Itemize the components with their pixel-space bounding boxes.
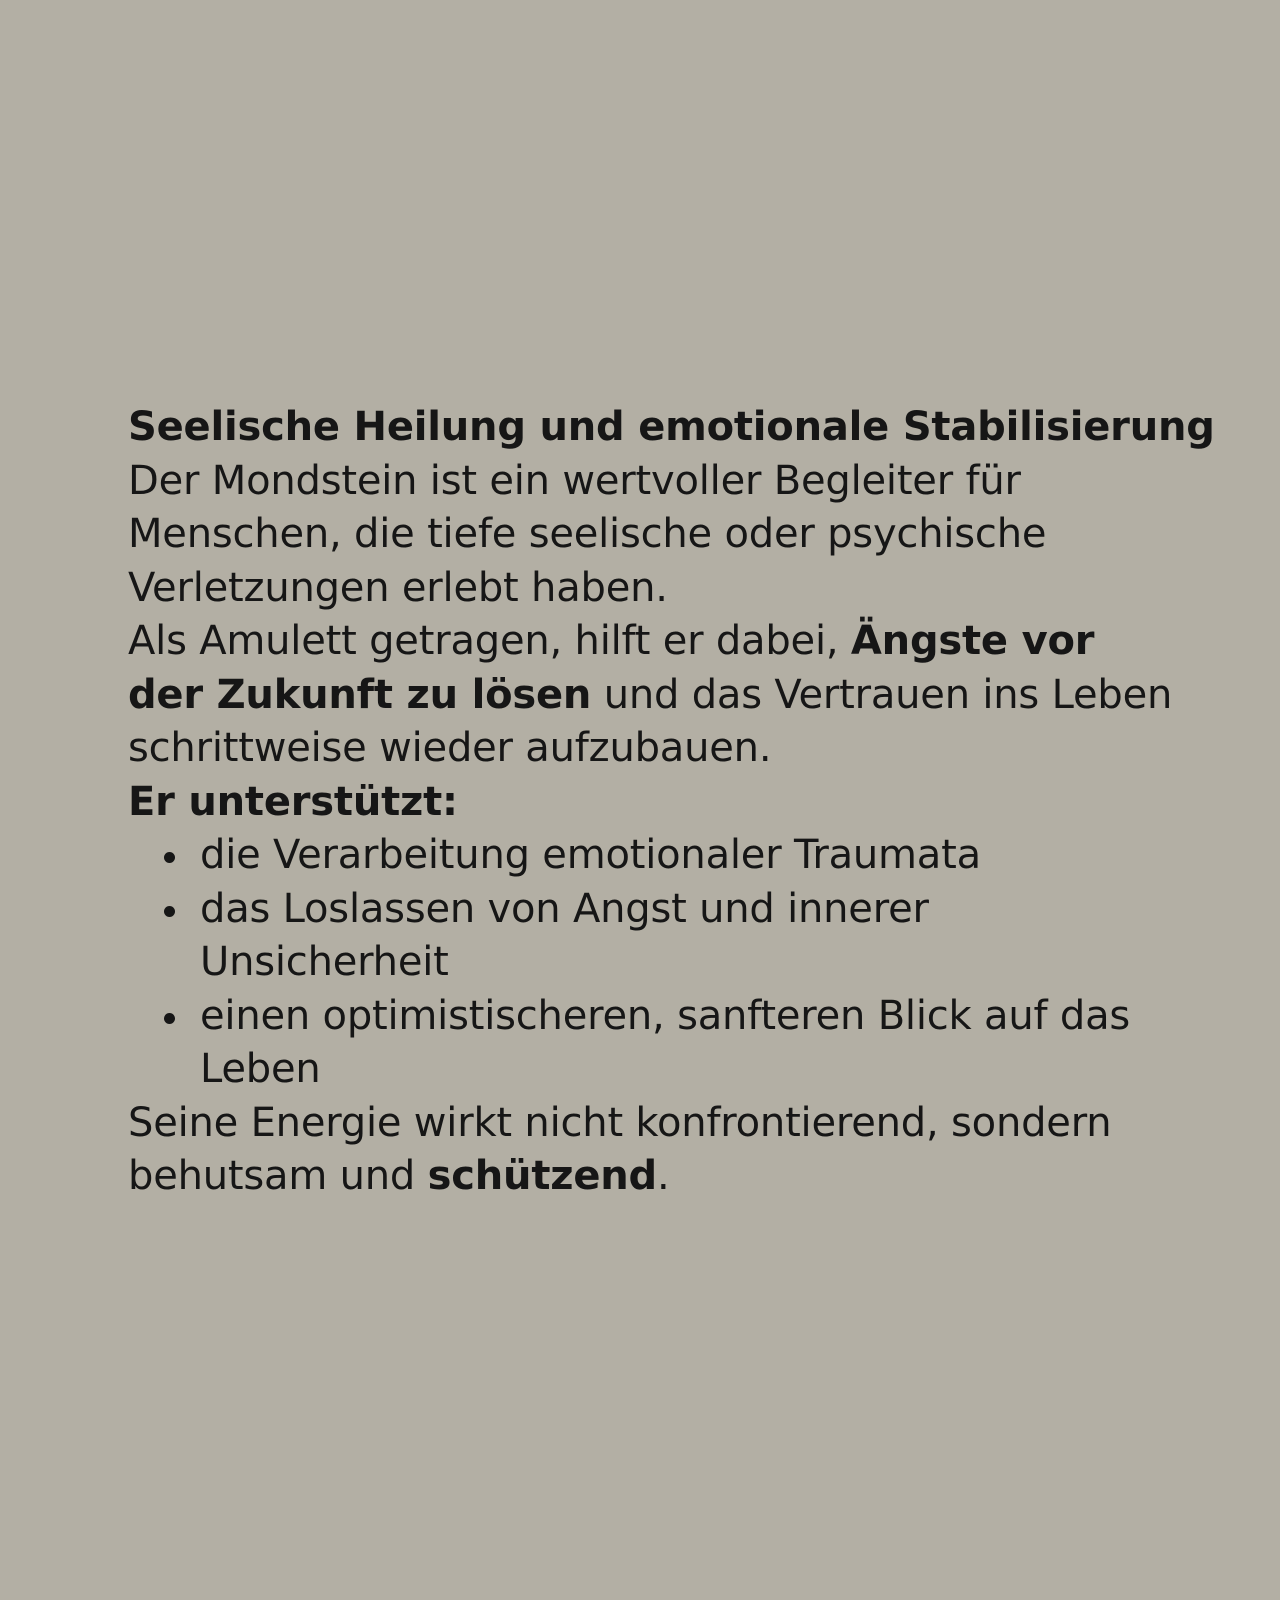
support-heading xyxy=(128,776,1168,830)
amulet-emphasis: der Zukunft zu lösen xyxy=(128,671,592,718)
closing-lead: behutsam und xyxy=(128,1153,428,1199)
intro-line: Der Mondstein ist ein wertvoller Begleiter für xyxy=(128,457,1021,504)
intro-line: Menschen, die tiefe seelische oder psychische xyxy=(128,511,1047,557)
support-item-text: das Loslassen von Angst und innerer xyxy=(200,885,929,932)
intro-paragraph xyxy=(128,455,1168,616)
amulet-line xyxy=(128,672,1172,718)
amulet-line xyxy=(128,618,1094,664)
support-item-text: Unsicherheit xyxy=(200,939,449,985)
closing-paragraph xyxy=(128,1097,1168,1204)
support-item-text: einen optimistischeren, sanfteren Blick auf das xyxy=(200,992,1131,1039)
support-item-text: die Verarbeitung emotionaler Traumata xyxy=(200,832,981,878)
article-title: Seelische Heilung und emotionale Stabilisierung xyxy=(128,404,1215,450)
support-item-text: Leben xyxy=(200,1046,321,1092)
closing-emphasis: schützend xyxy=(427,1153,657,1199)
amulet-paragraph xyxy=(128,615,1173,776)
intro-line: Verletzungen erlebt haben. xyxy=(128,564,668,611)
amulet-emphasis: Ängste vor xyxy=(850,618,1095,664)
support-list-item xyxy=(200,883,1168,990)
support-list-item xyxy=(200,990,1168,1097)
amulet-line: schrittweise wieder aufzubauen. xyxy=(128,725,772,771)
closing-line xyxy=(128,1153,669,1199)
closing-line: Seine Energie wirkt nicht konfrontierend, sondern xyxy=(128,1099,1112,1146)
amulet-lead: Als Amulett getragen, hilft er dabei, xyxy=(128,618,851,664)
article xyxy=(128,401,1215,1204)
support-heading-text: Er unterstützt: xyxy=(128,778,458,825)
support-list xyxy=(128,829,1168,1097)
support-list-item xyxy=(200,829,1168,883)
amulet-rest: und das Vertrauen ins Leben xyxy=(591,671,1173,718)
closing-end: . xyxy=(656,1153,670,1199)
